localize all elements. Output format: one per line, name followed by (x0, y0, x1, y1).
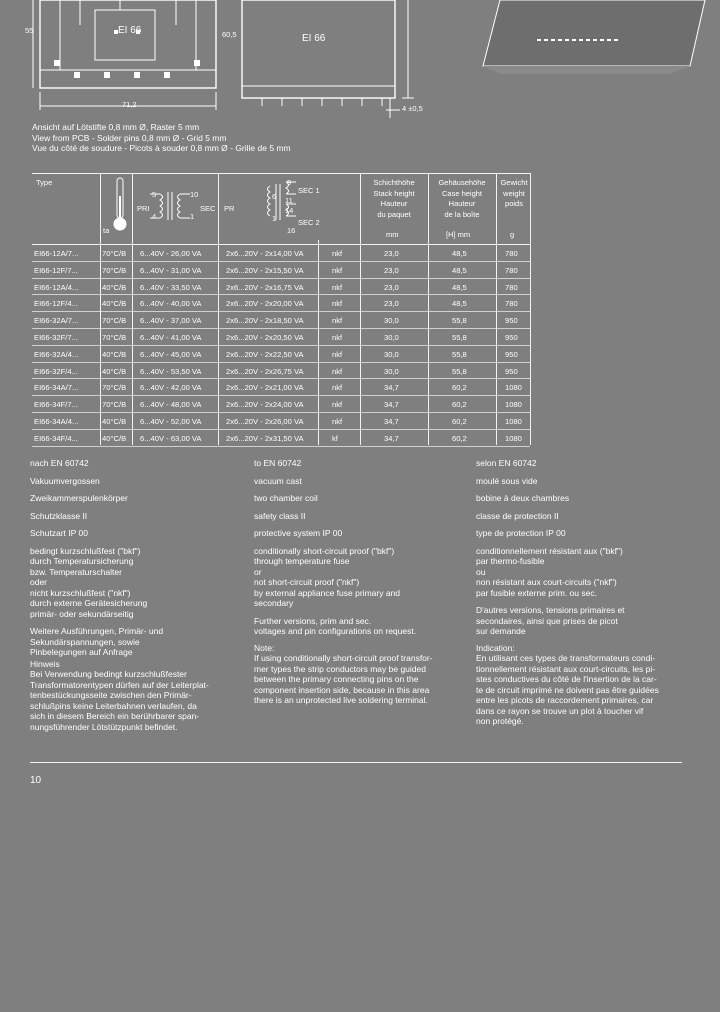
german-protection-line: oder (30, 577, 48, 587)
cell-p1: 6...40V - 40,00 VA (140, 299, 202, 309)
table-row (0, 396, 540, 413)
pin-9: 9 (287, 178, 292, 187)
cell-stack: 23,0 (384, 249, 399, 258)
view-description (32, 122, 291, 154)
view-line-en: View from PCB - Solder pins 0,8 mm Ø - Grid 5 mm (32, 132, 227, 143)
cell-case: 48,5 (452, 282, 467, 292)
cell-temp: 40°C/B (102, 417, 127, 426)
cell-temp: 70°C/B (102, 265, 127, 275)
dimension-drawing-svg (0, 0, 720, 118)
cell-p2: 2x6...20V - 2x14,00 VA (226, 249, 304, 258)
english-spec-item: safety class II (254, 510, 306, 521)
pri-label: PRI (137, 204, 150, 213)
english-protection-line: conditionally short-circuit proof ("bkf") (254, 545, 395, 556)
table-row (0, 279, 540, 296)
pin-16: 16 (287, 226, 296, 235)
pin-10: 10 (190, 190, 199, 199)
cell-type: EI66-32A/7... (34, 316, 79, 326)
cell-p1: 6...40V - 53,50 VA (140, 366, 202, 376)
german-protection-line: primär- oder sekundärseitig (30, 608, 134, 619)
cell-temp: 40°C/B (102, 282, 127, 292)
cell-prot: nkf (332, 299, 343, 309)
english-protection-line: through temperature fuse (254, 556, 350, 566)
english-note-line: component insertion side, because in this area (254, 684, 430, 695)
cell-weight: 1080 (505, 433, 522, 443)
cell-prot: nkf (332, 282, 343, 292)
german-note-line: sich in diesem Bereich ein berührbarer span- (30, 711, 200, 721)
cell-type: EI66-12A/4... (34, 282, 79, 292)
cell-prot: nkf (332, 400, 343, 410)
cell-case: 60,2 (452, 383, 467, 393)
pin-6: 6 (272, 192, 277, 201)
german-further-line: Sekundärspannungen, sowie (30, 636, 140, 647)
cell-stack: 34,7 (384, 417, 399, 426)
table-row (0, 312, 540, 329)
french-note-line: non protégé. (476, 716, 524, 726)
french-note-line: En utilisant ces types de transformateurs condi- (476, 653, 656, 663)
weight-header: Gewicht weight poids (500, 178, 528, 208)
table-row (0, 346, 540, 363)
german-spec-item: Schutzart IP 00 (30, 528, 88, 538)
pin-1b: 1 (272, 214, 277, 223)
cell-weight: 780 (505, 265, 518, 275)
cell-case: 55,8 (452, 349, 467, 359)
english-spec-item: two chamber coil (254, 493, 318, 503)
technical-drawing (0, 0, 720, 118)
english-note-line: there is an unprotected live soldering terminal. (254, 695, 428, 705)
german-spec-item: Zweikammerspulenkörper (30, 493, 128, 503)
german-note-title: Hinweis (30, 658, 60, 669)
ta-label: ta (103, 226, 110, 235)
cell-p2: 2x6...20V - 2x24,00 VA (226, 400, 304, 410)
cell-p1: 6...40V - 26,00 VA (140, 249, 202, 258)
cell-p2: 2x6...20V - 2x16,75 VA (226, 282, 304, 292)
stack-height-header: Schichthöhe Stack height Hauteur du paquet (373, 178, 415, 219)
english-further-line: Further versions, prim and sec. (254, 615, 372, 626)
french-spec-item: classe de protection II (476, 510, 559, 521)
german-note-line: Bei Verwendung bedingt kurzschlußfester (30, 669, 187, 679)
cell-temp: 40°C/B (102, 299, 127, 309)
sec1-label: SEC 1 (298, 186, 320, 195)
english-protection-line: secondary (254, 598, 294, 608)
french-protection-line: par fusible externe prim. ou sec. (476, 587, 597, 598)
cell-p2: 2x6...20V - 2x15,50 VA (226, 265, 304, 275)
pin-5: 5 (152, 190, 157, 199)
cell-prot: nkf (332, 349, 343, 359)
cell-stack: 34,7 (384, 383, 399, 393)
german-column (30, 458, 240, 732)
cell-p2: 2x6...20V - 2x26,00 VA (226, 417, 304, 426)
table-row (0, 295, 540, 312)
french-further-line: sur demande (476, 626, 526, 636)
french-spec-item: bobine à deux chambres (476, 493, 570, 503)
cell-type: EI66-12A/7... (34, 249, 79, 258)
german-protection-line: durch externe Gerätesicherung (30, 598, 148, 608)
cell-prot: nkf (332, 417, 343, 426)
german-note-line: tenbestückungsseite zwischen den Primär- (30, 690, 192, 700)
sec2-label: SEC 2 (298, 218, 320, 227)
english-note-line: mer types the strip conductors may be guided (254, 663, 426, 674)
table-row (0, 262, 540, 279)
german-note-line: schlußpins keine Leiterbahnen verlaufen, da (30, 700, 197, 711)
cell-stack: 30,0 (384, 349, 399, 359)
french-protection-line: non résistant aux court-circuits ("nkf") (476, 577, 617, 587)
cell-stack: 23,0 (384, 282, 399, 292)
cell-p1: 6...40V - 37,00 VA (140, 316, 202, 326)
french-further-line: secondaires, ainsi que prises de picot (476, 615, 618, 626)
cell-p2: 2x6...20V - 2x18,50 VA (226, 316, 304, 326)
cell-case: 48,5 (452, 249, 467, 258)
french-protection-line: ou (476, 566, 486, 577)
cell-p2: 2x6...20V - 2x26,75 VA (226, 366, 304, 376)
cell-stack: 23,0 (384, 265, 399, 275)
french-spec-item: selon EN 60742 (476, 458, 537, 468)
cell-p2: 2x6...20V - 2x20,00 VA (226, 299, 304, 309)
french-note-line: dans ce rayon se trouve un plot à toucher vif (476, 705, 644, 716)
view-line-fr: Vue du côté de soudure - Picots à souder 0,8 mm Ø - Grille de 5 mm (32, 143, 291, 153)
case-height-header: Gehäusehöhe Case height Hauteur de la boîte (438, 178, 486, 219)
cell-case: 48,5 (452, 265, 467, 275)
french-note-title: Indication: (476, 642, 515, 653)
french-note-line: entre les picots de raccordement primaires, car (476, 695, 654, 705)
footer-rule (30, 762, 682, 763)
english-note-line: If using conditionally short-circuit proof transfor- (254, 653, 433, 663)
table-row (0, 363, 540, 380)
cell-temp: 40°C/B (102, 366, 127, 376)
type-header: Type (36, 178, 53, 187)
cell-type: EI66-32F/4... (34, 366, 78, 376)
french-spec-item: type de protection IP 00 (476, 528, 566, 538)
cell-stack: 34,7 (384, 433, 399, 443)
english-note-line: between the primary connecting pins on the (254, 674, 419, 684)
cell-prot: nkf (332, 316, 343, 326)
cell-type: EI66-34A/4... (34, 417, 79, 426)
cell-p2: 2x6...20V - 2x22,50 VA (226, 349, 304, 359)
german-protection-line: nicht kurzschlußfest ("nkf") (30, 587, 131, 598)
french-spec-item: moulé sous vide (476, 475, 538, 486)
french-column (476, 458, 690, 727)
stack-unit: mm (386, 230, 399, 239)
english-spec-item: protective system IP 00 (254, 528, 343, 538)
english-spec-item: to EN 60742 (254, 458, 302, 468)
cell-temp: 70°C/B (102, 249, 127, 258)
cell-temp: 70°C/B (102, 383, 127, 393)
german-spec-item: Schutzklasse II (30, 510, 88, 521)
german-further-line: Weitere Ausführungen, Primär- und (30, 626, 164, 636)
cell-temp: 40°C/B (102, 349, 127, 359)
english-further-line: voltages and pin configurations on request. (254, 626, 417, 636)
cell-p2: 2x6...20V - 2x21,00 VA (226, 383, 304, 393)
cell-type: EI66-34F/7... (34, 400, 78, 410)
german-protection-line: bzw. Temperaturschalter (30, 566, 122, 577)
cell-weight: 1080 (505, 417, 522, 426)
cell-p1: 6...40V - 52,00 VA (140, 417, 202, 426)
german-spec-item: Vakuumvergossen (30, 475, 100, 486)
pin-length-dimension: 4 ±0,5 (402, 104, 423, 113)
cell-prot: nkf (332, 333, 343, 342)
french-further-line: D'autres versions, tensions primaires et (476, 605, 625, 615)
cell-weight: 950 (505, 316, 518, 326)
pin-11: 11 (285, 196, 293, 205)
cell-type: EI66-12F/7... (34, 265, 78, 275)
english-note-title: Note: (254, 642, 275, 653)
cell-prot: nkf (332, 383, 343, 393)
cell-p1: 6...40V - 63,00 VA (140, 433, 202, 443)
cell-weight: 780 (505, 249, 518, 258)
cell-temp: 40°C/B (102, 433, 127, 443)
cell-p1: 6...40V - 48,00 VA (140, 400, 202, 410)
table-row (0, 245, 540, 262)
french-note-line: tionnellement résistant aux court-circuits, les pi- (476, 663, 656, 674)
cell-weight: 780 (505, 282, 518, 292)
table-row (0, 329, 540, 346)
cell-weight: 1080 (505, 400, 522, 410)
front-view-label: EI 66 (118, 25, 142, 36)
pr-label: PR (224, 204, 235, 213)
cell-temp: 70°C/B (102, 400, 127, 410)
german-protection-line: bedingt kurzschlußfest ("bkf") (30, 545, 141, 556)
german-spec-item: nach EN 60742 (30, 458, 89, 468)
german-protection-line: durch Temperatursicherung (30, 556, 134, 566)
cell-case: 60,2 (452, 417, 467, 426)
cell-case: 55,8 (452, 366, 467, 376)
cell-stack: 30,0 (384, 333, 399, 342)
view-line-de: Ansicht auf Lötstifte 0,8 mm Ø, Raster 5 mm (32, 122, 200, 132)
cell-weight: 1080 (505, 383, 522, 393)
cell-p1: 6...40V - 45,00 VA (140, 349, 202, 359)
french-note-line: te de circuit imprimé ne doivent pas être guidées (476, 684, 659, 695)
table-row (0, 430, 540, 447)
cell-type: EI66-12F/4... (34, 299, 78, 309)
cell-case: 60,2 (452, 400, 467, 410)
english-protection-line: or (254, 566, 262, 577)
cell-p1: 6...40V - 42,00 VA (140, 383, 202, 393)
cell-prot: nkf (332, 265, 343, 275)
cell-type: EI66-32F/7... (34, 333, 78, 342)
cell-p2: 2x6...20V - 2x31,50 VA (226, 433, 304, 443)
height-dimension: 60,5 (222, 30, 237, 39)
english-column (254, 458, 466, 706)
cell-weight: 950 (505, 333, 518, 342)
left-dimension: 55 (25, 26, 34, 35)
cell-prot: nkf (332, 249, 343, 258)
cell-prot: kf (332, 433, 338, 443)
cell-temp: 70°C/B (102, 316, 127, 326)
pin-14: 14 (285, 206, 294, 215)
spec-table (0, 170, 540, 450)
cell-temp: 70°C/B (102, 333, 127, 342)
english-protection-line: by external appliance fuse primary and (254, 587, 400, 598)
french-note-line: stes conductives du côté de l'insertion de la car- (476, 674, 657, 684)
cell-p1: 6...40V - 31,00 VA (140, 265, 202, 275)
table-row (0, 413, 540, 430)
cell-p2: 2x6...20V - 2x20,50 VA (226, 333, 304, 342)
german-further-line: Pinbelegungen auf Anfrage (30, 647, 133, 657)
cell-prot: nkf (332, 366, 343, 376)
german-note-line: Transformatorentypen dürfen auf der Leiterplat- (30, 679, 209, 690)
width-dimension: 71,2 (122, 100, 137, 109)
cell-stack: 30,0 (384, 366, 399, 376)
side-view-label: EI 66 (302, 33, 326, 44)
cell-weight: 950 (505, 366, 518, 376)
cell-p1: 6...40V - 33,50 VA (140, 282, 202, 292)
english-protection-line: not short-circuit proof ("nkf") (254, 577, 360, 587)
english-spec-item: vacuum cast (254, 475, 302, 486)
cell-case: 48,5 (452, 299, 467, 309)
case-unit: [H] mm (446, 230, 471, 239)
cell-type: EI66-34A/7... (34, 383, 79, 393)
cell-weight: 780 (505, 299, 518, 309)
cell-weight: 950 (505, 349, 518, 359)
french-protection-line: conditionnellement résistant aux ("bkf") (476, 545, 623, 556)
weight-unit: g (510, 230, 515, 239)
cell-case: 60,2 (452, 433, 467, 443)
cell-case: 55,8 (452, 316, 467, 326)
cell-stack: 34,7 (384, 400, 399, 410)
page-number: 10 (30, 775, 42, 786)
cell-case: 55,8 (452, 333, 467, 342)
pin-1: 1 (190, 212, 195, 221)
cell-type: EI66-32A/4... (34, 349, 79, 359)
cell-type: EI66-34F/4... (34, 433, 78, 443)
german-note-line: nungsführender Lötstützpunkt befindet. (30, 721, 178, 732)
pin-4: 4 (152, 212, 157, 221)
cell-stack: 23,0 (384, 299, 399, 309)
cell-p1: 6...40V - 41,00 VA (140, 333, 202, 342)
table-row (0, 379, 540, 396)
french-protection-line: par thermo-fusible (476, 556, 545, 566)
cell-stack: 30,0 (384, 316, 399, 326)
sec-label: SEC (200, 204, 216, 213)
